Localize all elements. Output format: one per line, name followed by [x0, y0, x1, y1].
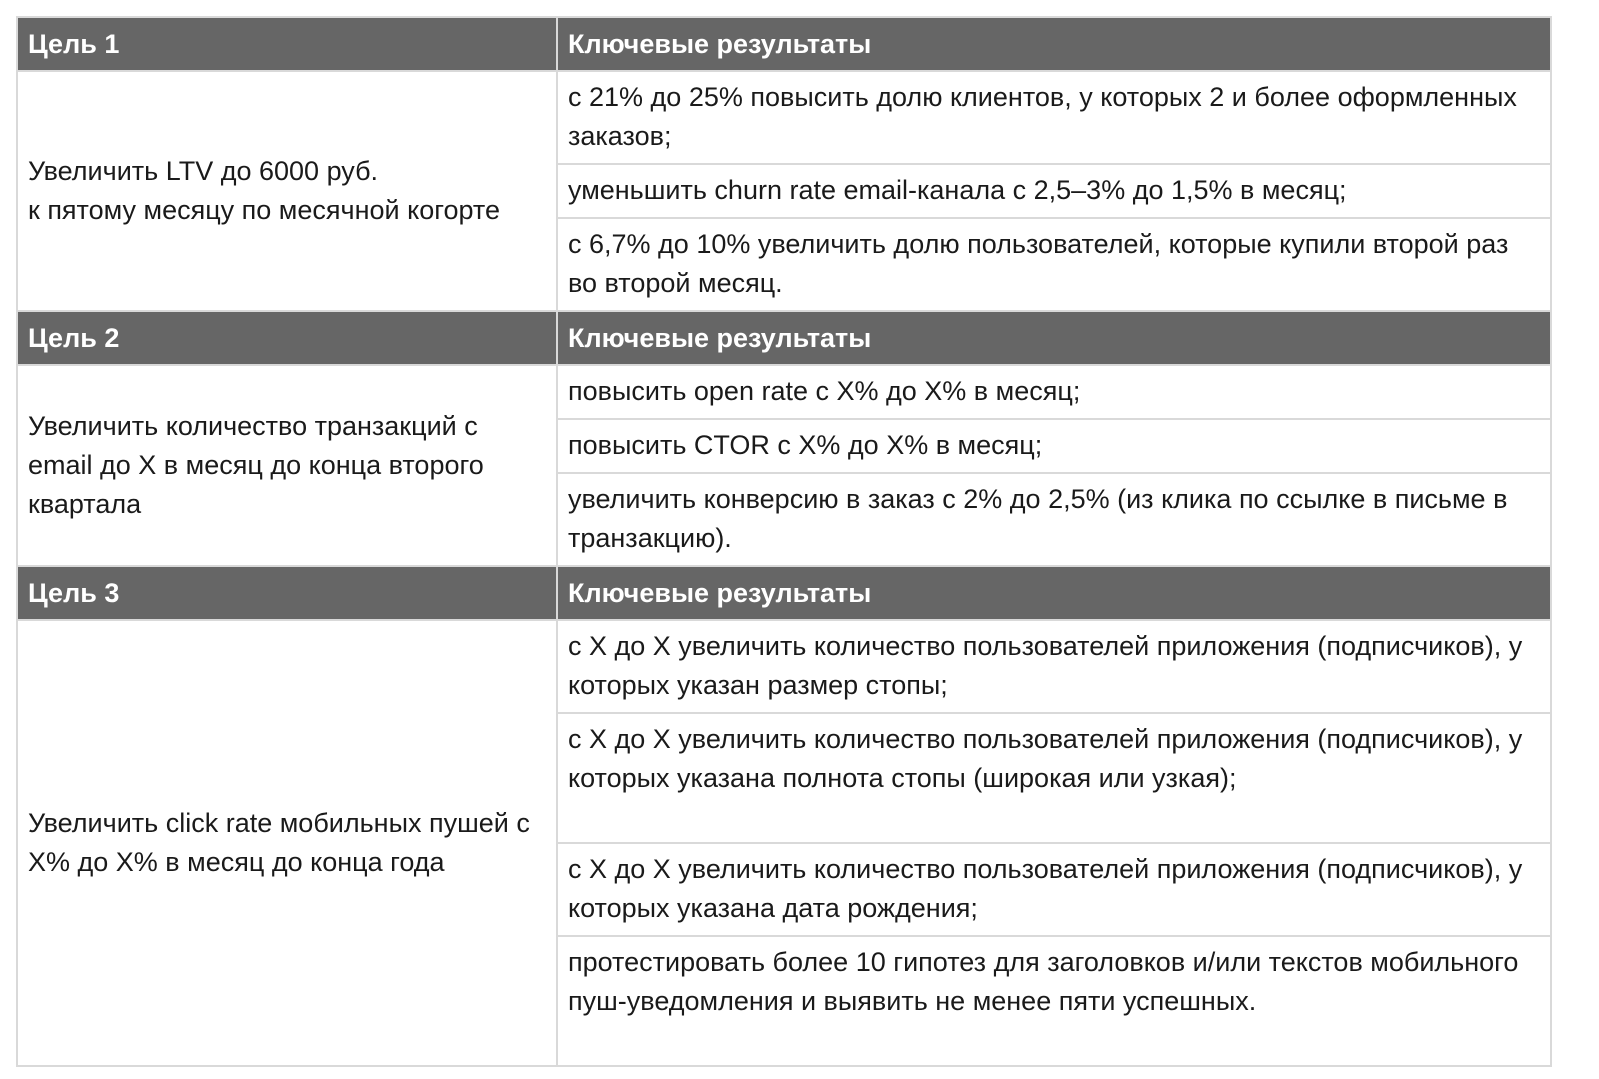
key-result-cell: повысить CTOR с X% до X% в месяц; [557, 419, 1551, 473]
goal-text-cell: Увеличить click rate мобильных пушей с X% до X% в месяц до конца года [17, 620, 557, 1066]
section-header-goal-1 [17, 17, 1551, 71]
key-result-cell: с X до X увеличить количество пользователей приложения (подписчиков), у которых указан размер стопы; [557, 620, 1551, 713]
goal-header: Цель 3 [17, 566, 557, 620]
goal-text-cell: Увеличить количество транзакций с email до X в месяц до конца второго квартала [17, 365, 557, 566]
key-result-cell: с 6,7% до 10% увеличить долю пользователей, которые купили второй раз во второй месяц. [557, 218, 1551, 311]
goal-text-cell [17, 71, 557, 311]
key-result-cell: с 21% до 25% повысить долю клиентов, у которых 2 и более оформленных заказов; [557, 71, 1551, 164]
key-results-header: Ключевые результаты [557, 311, 1551, 365]
key-result-row [17, 71, 1551, 164]
key-result-row [17, 365, 1551, 419]
key-result-cell: увеличить конверсию в заказ с 2% до 2,5% (из клика по ссылке в письме в транзакцию). [557, 473, 1551, 566]
key-result-cell: уменьшить churn rate email-канала с 2,5–3% до 1,5% в месяц; [557, 164, 1551, 218]
section-header-goal-2 [17, 311, 1551, 365]
key-result-cell: с X до X увеличить количество пользователей приложения (подписчиков), у которых указана дата рождения; [557, 843, 1551, 936]
section-header-goal-3 [17, 566, 1551, 620]
goal-header: Цель 1 [17, 17, 557, 71]
okr-table [16, 16, 1552, 1067]
key-result-row [17, 620, 1551, 713]
key-result-cell: с X до X увеличить количество пользователей приложения (подписчиков), у которых указана полнота стопы (широкая или узкая); [557, 713, 1551, 843]
key-results-header: Ключевые результаты [557, 17, 1551, 71]
goal-header: Цель 2 [17, 311, 557, 365]
key-results-header: Ключевые результаты [557, 566, 1551, 620]
goal-line: Увеличить LTV до 6000 руб. [28, 155, 379, 186]
key-result-cell: протестировать более 10 гипотез для заголовков и/или текстов мобильного пуш-уведомления и выявить не менее пяти успешных. [557, 936, 1551, 1066]
goal-line: к пятому месяцу по месячной когорте [28, 194, 500, 225]
key-result-cell: повысить open rate с X% до X% в месяц; [557, 365, 1551, 419]
